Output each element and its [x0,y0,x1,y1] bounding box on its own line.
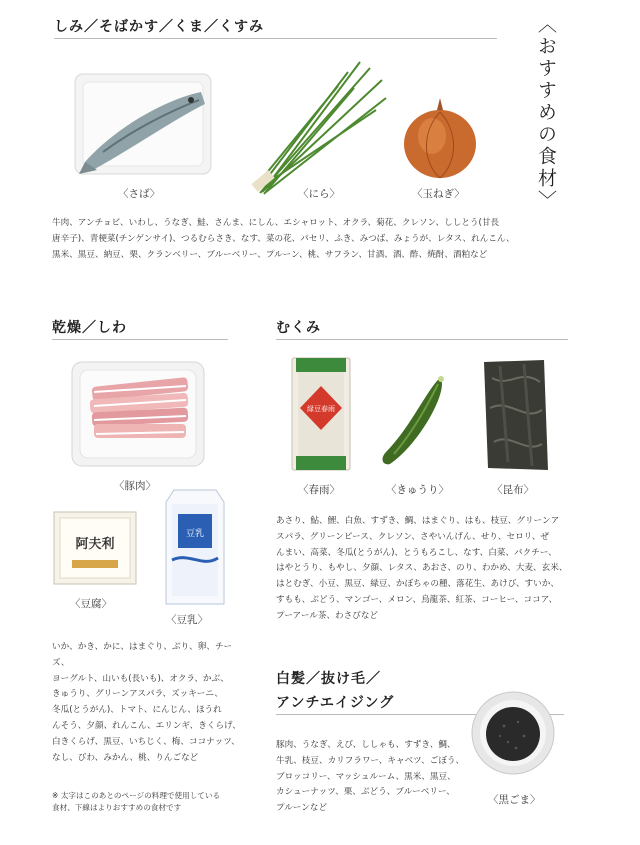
food-list-swelling [276,514,576,625]
text-line: スパラ、グリーンピース、クレソン、さやいんげん、せり、セロリ、ぜ [276,531,550,542]
caption-mackerel: 〈さば〉 [118,188,161,200]
text-line: 冬瓜(とうがん)、トマト、にんじん、ほうれ [52,705,222,716]
note-line: 食材、下線はよりおすすめの食材です [52,803,182,812]
section-title-hair-line2: アンチエイジング [276,695,395,711]
tofu-package-label: 阿夫利 [75,537,115,552]
text-line: んそう、夕顔、れんこん、エリンギ、きくらげ、 [52,720,241,731]
food-list-dryness [52,640,247,766]
text-line: 黒米、黒豆、納豆、栗、クランベリー、ブルーベリー、プルーン、桃、サフラン、甘酒、酒、酢、焼酎、酒粕など [52,249,488,260]
kombu-photo [480,358,550,472]
text-line: ブロッコリー、マッシュルーム、黒米、黒豆、 [276,771,456,782]
caption-kombu: 〈昆布〉 [492,484,534,496]
cucumber-photo [380,374,450,468]
food-list-hair [276,738,466,817]
text-line: いか、かき、かに、はまぐり、ぶり、卵、チーズ、 [52,642,233,668]
section-divider-dryness [52,339,228,340]
text-line: 唐辛子)、青梗菜(チンゲンサイ)、つるむらさき、なす、菜の花、パセリ、ふき、みつば、みょうが、レタス、れんこん、 [52,233,515,244]
mackerel-photo [73,70,213,178]
section-title-dryness: 乾燥／しわ [52,320,127,336]
caption-chives: 〈にら〉 [298,188,340,200]
text-line: プルーンなど [276,803,328,814]
text-line: 牛乳、枝豆、カリフラワー、キャベツ、ごぼう、 [276,755,465,766]
tofu-photo [52,508,138,588]
legend-note [52,790,247,814]
text-line: んまい、高菜、冬瓜(とうがん)、とうもろこし、なす、白菜、パクチー、 [276,547,557,558]
chives-photo [250,58,390,198]
section-title-hair-line1: 白髪／抜け毛／ [276,671,381,687]
black-sesame-photo [470,690,556,776]
caption-black-sesame: 〈黒ごま〉 [488,794,541,806]
caption-tofu: 〈豆腐〉 [70,598,112,610]
harusame-photo [290,356,352,472]
text-line: きゅうり、グリーンアスパラ、ズッキーニ、 [52,689,223,700]
soymilk-package-label: 豆乳 [185,529,205,539]
harusame-package-label: 緑豆春雨 [307,405,335,413]
caption-onion: 〈玉ねぎ〉 [412,188,465,200]
text-line: 白きくらげ、黒豆、いちじく、梅、ココナッツ、 [52,736,240,747]
caption-soymilk: 〈豆乳〉 [166,614,208,626]
text-line: はとむぎ、小豆、黒豆、緑豆、かぼちゃの種、落花生、あけび、すいか、 [276,579,559,590]
text-line: ヨーグルト、山いも(長いも)、オクラ、かぶ、 [52,673,229,684]
caption-pork: 〈豚肉〉 [114,480,156,492]
text-line: 豚肉、うなぎ、えび、ししゃも、すずき、鯛、 [276,740,456,750]
side-title: 〈おすすめの食材〉 [535,14,557,212]
text-line: カシューナッツ、栗、ぶどう、ブルーベリー、 [276,787,455,798]
note-line: ※ 太字はこのあとのページの料理で使用している [52,791,221,800]
text-line: プーアール茶、わさびなど [276,610,379,621]
text-line: はやとうり、もやし、夕顔、レタス、あおさ、のり、わかめ、大麦、玄米、 [276,563,568,574]
section-divider-swelling [276,339,568,340]
caption-cucumber: 〈きゅうり〉 [386,484,449,496]
caption-harusame: 〈春雨〉 [298,484,340,496]
onion-photo [400,94,480,182]
text-line: あさり、鮎、鯉、白魚、すずき、鯛、はまぐり、はも、枝豆、グリーンア [276,516,560,526]
pork-photo [70,360,206,468]
food-list-spots [52,216,522,263]
section-title-spots: しみ／そばかす／くま／くすみ [54,19,264,35]
soymilk-photo [162,488,228,606]
text-line: なし、びわ、みかん、桃、りんごなど [52,752,199,763]
text-line: すもも、ぶどう、マンゴー、メロン、烏龍茶、紅茶、コーヒー、ココア、 [276,594,558,605]
text-line: 牛肉、アンチョビ、いわし、うなぎ、鮭、さんま、にしん、エシャロット、オクラ、菊花、クレソン、ししとう(甘長 [52,218,500,228]
section-title-swelling: むくみ [276,320,321,336]
section-divider-spots [54,38,497,39]
